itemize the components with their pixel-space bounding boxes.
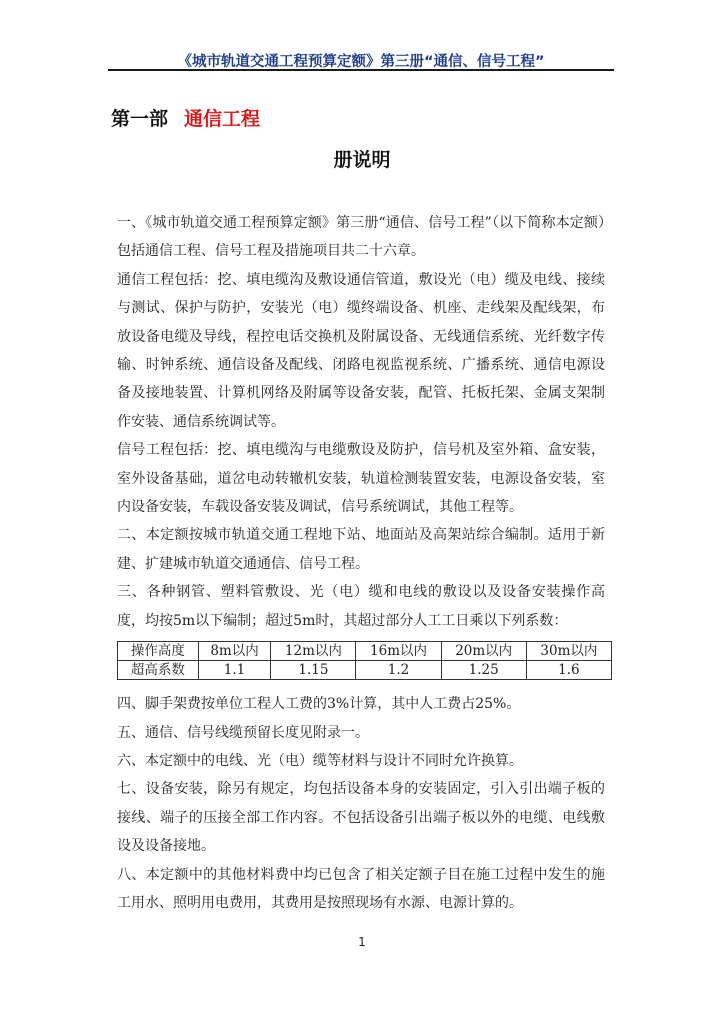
table-cell: 超高系数 bbox=[118, 661, 199, 680]
table-cell: 16m以内 bbox=[356, 642, 441, 661]
height-coefficient-table bbox=[117, 641, 612, 680]
part-number: 第一部 bbox=[111, 108, 169, 130]
table-cell: 1.2 bbox=[356, 661, 441, 680]
paragraph-8: 八、本定额中的其他材料费中均已包含了相关定额子目在施工过程中发生的施工用水、照明用电费用，其费用是按照现场有水源、电源计算的。 bbox=[117, 866, 605, 911]
paragraph-6: 六、本定额中的电线、光（电）缆等材料与设计不同时允许换算。 bbox=[117, 752, 523, 769]
table-cell: 30m以内 bbox=[526, 642, 611, 661]
paragraph-3: 三、各种钢管、塑料管敷设、光（电）缆和电线的敷设以及设备安装操作高度，均按5m以下编制；超过5m时，其超过部分人工工日乘以下列系数： bbox=[117, 584, 605, 629]
document-body bbox=[117, 209, 605, 917]
paragraph-2: 二、本定额按城市轨道交通工程地下站、地面站及高架站综合编制。适用于新建、扩建城市轨道交通通信、信号工程。 bbox=[117, 527, 605, 572]
table-cell: 8m以内 bbox=[198, 642, 271, 661]
table-cell: 1.6 bbox=[526, 661, 611, 680]
paragraph-1: 一、《城市轨道交通工程预算定额》第三册“通信、信号工程”（以下简称本定额）包括通信工程、信号工程及措施项目共二十六章。 bbox=[117, 215, 605, 260]
paragraph-comm-scope: 通信工程包括：挖、填电缆沟及敷设通信管道，敷设光（电）缆及电线、接续与测试、保护与防护，安装光（电）缆终端设备、机座、走线架及配线架，布放设备电缆及导线，程控电话交换机及附属设备、无线通信系统、光纤数字传输、时钟系统、通信设备及配线、闭路电视监视系统、广播系统、通信电源设备及接地装置、计算机网络及附属等设备安装，配管、托板托架、金属支架制作安装、通信系统调试等。 bbox=[117, 271, 605, 430]
paragraph-7: 七、设备安装，除另有规定，均包括设备本身的安装固定，引入引出端子板的接线、端子的压接全部工作内容。不包括设备引出端子板以外的电缆、电线敷设及设备接地。 bbox=[117, 781, 605, 855]
table-cell: 1.15 bbox=[271, 661, 356, 680]
table-cell: 操作高度 bbox=[118, 642, 199, 661]
paragraph-5: 五、通信、信号线缆预留长度见附录一。 bbox=[117, 724, 369, 741]
paragraph-signal-scope: 信号工程包括：挖、填电缆沟与电缆敷设及防护，信号机及室外箱、盒安装，室外设备基础，道岔电动转辙机安装，轨道检测装置安装，电源设备安装，室内设备安装，车载设备安装及调试，信号系统调试，其他工程等。 bbox=[117, 442, 605, 516]
header-rule bbox=[108, 69, 614, 71]
running-header: 《城市轨道交通工程预算定额》第三册“通信、信号工程” bbox=[177, 54, 545, 70]
part-title bbox=[111, 104, 260, 131]
table-cell: 20m以内 bbox=[441, 642, 526, 661]
page-number: 1 bbox=[358, 935, 366, 949]
part-name: 通信工程 bbox=[184, 108, 261, 130]
table-row bbox=[118, 642, 612, 661]
table-cell: 12m以内 bbox=[271, 642, 356, 661]
volume-title: 册说明 bbox=[333, 149, 391, 171]
table-cell: 1.25 bbox=[441, 661, 526, 680]
paragraph-4: 四、脚手架费按单位工程人工费的3%计算，其中人工费占25%。 bbox=[117, 696, 521, 713]
table-cell: 1.1 bbox=[198, 661, 271, 680]
table-row bbox=[118, 661, 612, 680]
